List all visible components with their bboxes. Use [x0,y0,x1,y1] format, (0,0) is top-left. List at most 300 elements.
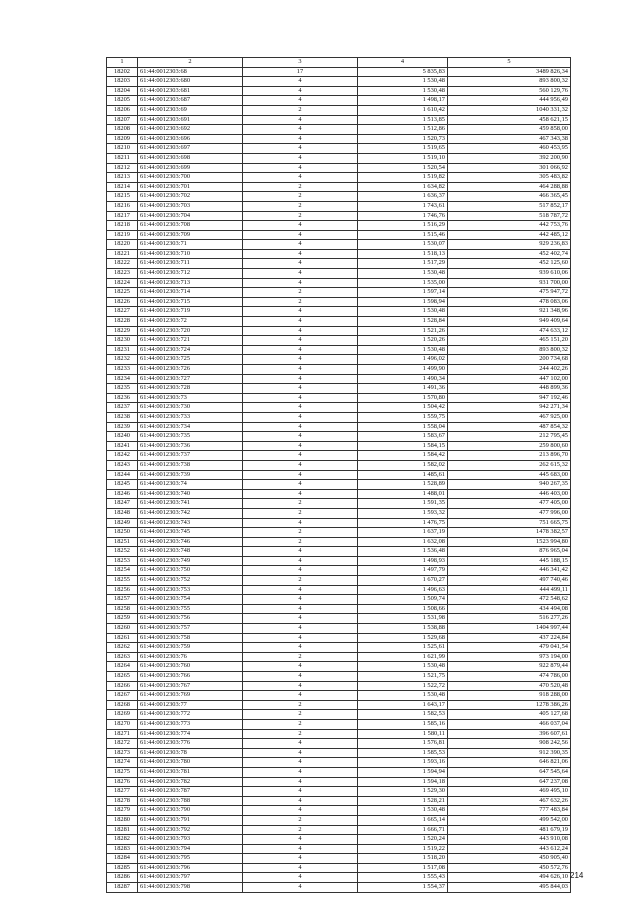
table-cell: 442 485,12 [448,230,571,240]
table-cell: 18276 [107,777,138,787]
table-cell: 18202 [107,67,138,77]
table-cell: 61:44:0012303:790 [138,806,243,816]
table-cell: 495 844,03 [448,883,571,893]
table-cell: 18249 [107,518,138,528]
table-row [107,835,571,845]
table-cell: 475 947,72 [448,288,571,298]
table-cell: 1 498,17 [358,96,448,106]
table-cell: 477 405,00 [448,499,571,509]
table-cell: 61:44:0012303:714 [138,288,243,298]
table-cell: 61:44:0012303:759 [138,643,243,653]
table-cell: 244 402,26 [448,365,571,375]
table-cell: 61:44:0012303:776 [138,739,243,749]
table-cell: 18260 [107,624,138,634]
table-cell: 61:44:0012303:737 [138,451,243,461]
table-cell: 61:44:0012303:74 [138,480,243,490]
table-cell: 1 529,68 [358,633,448,643]
table-cell: 4 [243,355,358,365]
table-cell: 61:44:0012303:687 [138,96,243,106]
table-cell: 18284 [107,854,138,864]
table-cell: 18234 [107,374,138,384]
table-cell: 918 288,00 [448,691,571,701]
table-cell: 2 [243,182,358,192]
table-cell: 262 615,32 [448,460,571,470]
table-cell: 61:44:0012303:728 [138,384,243,394]
table-cell: 912 390,35 [448,748,571,758]
table-cell: 2 [243,211,358,221]
table-cell: 497 740,46 [448,576,571,586]
table-cell: 61:44:0012303:73 [138,393,243,403]
table-cell: 61:44:0012303:704 [138,211,243,221]
table-cell: 61:44:0012303:725 [138,355,243,365]
table-cell: 1 517,29 [358,259,448,269]
table-cell: 1 522,72 [358,681,448,691]
table-cell: 18268 [107,700,138,710]
table-cell: 61:44:0012303:792 [138,825,243,835]
table-cell: 18277 [107,787,138,797]
table-cell: 4 [243,259,358,269]
table-cell: 61:44:0012303:721 [138,336,243,346]
table-cell: 61:44:0012303:756 [138,614,243,624]
table-cell: 392 200,90 [448,153,571,163]
table-cell: 61:44:0012303:742 [138,508,243,518]
table-cell: 18270 [107,719,138,729]
table-row [107,470,571,480]
table-row [107,748,571,758]
table-cell: 1 513,85 [358,115,448,125]
table-cell: 973 194,00 [448,652,571,662]
table-cell: 434 494,08 [448,604,571,614]
table-row [107,518,571,528]
table-cell: 18228 [107,317,138,327]
table-cell: 1 504,42 [358,403,448,413]
table-cell: 443 910,08 [448,835,571,845]
table-cell: 647 237,08 [448,777,571,787]
table-cell: 442 753,76 [448,221,571,231]
table-cell: 4 [243,672,358,682]
cadastral-table [106,57,571,893]
table-cell: 1 558,04 [358,422,448,432]
table-cell: 4 [243,115,358,125]
table-cell: 18206 [107,105,138,115]
table-cell: 61:44:0012303:774 [138,729,243,739]
table-row [107,624,571,634]
table-cell: 647 545,64 [448,767,571,777]
table-body [107,67,571,892]
table-cell: 2 [243,201,358,211]
table-cell: 450 905,40 [448,854,571,864]
table-row [107,317,571,327]
table-cell: 466 365,45 [448,192,571,202]
table-cell: 18248 [107,508,138,518]
table-cell: 459 858,00 [448,125,571,135]
table-cell: 4 [243,326,358,336]
table-cell: 18235 [107,384,138,394]
table-row [107,489,571,499]
table-cell: 467 925,00 [448,412,571,422]
table-cell: 1 666,71 [358,825,448,835]
table-cell: 2 [243,710,358,720]
table-row [107,758,571,768]
table-cell: 1 497,79 [358,566,448,576]
table-row [107,652,571,662]
table-row [107,719,571,729]
table-row [107,345,571,355]
table-cell: 1 621,99 [358,652,448,662]
table-row [107,508,571,518]
table-cell: 61:44:0012303:741 [138,499,243,509]
table-cell: 4 [243,134,358,144]
table-cell: 61:44:0012303:733 [138,412,243,422]
table-cell: 1 528,84 [358,317,448,327]
table-cell: 18263 [107,652,138,662]
table-cell: 259 800,60 [448,441,571,451]
table-cell: 1 520,26 [358,336,448,346]
table-cell: 18251 [107,537,138,547]
table-cell: 18209 [107,134,138,144]
table-cell: 18211 [107,153,138,163]
table-cell: 2 [243,652,358,662]
table-row [107,585,571,595]
table-cell: 477 996,00 [448,508,571,518]
table-cell: 437 224,84 [448,633,571,643]
table-row [107,201,571,211]
table-cell: 2 [243,815,358,825]
table-cell: 18213 [107,173,138,183]
table-row [107,767,571,777]
table-cell: 1 496,63 [358,585,448,595]
table-cell: 2 [243,297,358,307]
table-cell: 200 734,68 [448,355,571,365]
table-cell: 474 633,12 [448,326,571,336]
table-cell: 474 786,00 [448,672,571,682]
table-row [107,163,571,173]
table-cell: 1 585,16 [358,719,448,729]
table-cell: 1 598,94 [358,297,448,307]
table-cell: 1 530,48 [358,662,448,672]
table-cell: 487 854,32 [448,422,571,432]
table-cell: 1 488,01 [358,489,448,499]
table-cell: 4 [243,739,358,749]
table-row [107,710,571,720]
table-cell: 1 554,37 [358,883,448,893]
table-cell: 1 636,37 [358,192,448,202]
table-cell: 61:44:0012303:696 [138,134,243,144]
table-cell: 1 538,88 [358,624,448,634]
table-cell: 61:44:0012303:769 [138,691,243,701]
table-cell: 1 637,19 [358,528,448,538]
table-cell: 61:44:0012303:713 [138,278,243,288]
table-cell: 4 [243,86,358,96]
table-cell: 18281 [107,825,138,835]
table-row [107,633,571,643]
table-cell: 4 [243,883,358,893]
table-row [107,374,571,384]
table-row [107,576,571,586]
table-cell: 61:44:0012303:715 [138,297,243,307]
table-row [107,125,571,135]
table-cell: 61:44:0012303:780 [138,758,243,768]
table-row [107,863,571,873]
table-row [107,297,571,307]
table-cell: 61:44:0012303:793 [138,835,243,845]
table-cell: 893 800,32 [448,77,571,87]
table-cell: 18219 [107,230,138,240]
table-row [107,691,571,701]
table-cell: 61:44:0012303:749 [138,556,243,566]
table-cell: 458 621,15 [448,115,571,125]
table-cell: 61:44:0012303:712 [138,269,243,279]
table-cell: 1 521,26 [358,326,448,336]
table-row [107,796,571,806]
table-cell: 18265 [107,672,138,682]
table-cell: 1 583,67 [358,432,448,442]
table-cell: 1 491,36 [358,384,448,394]
table-cell: 1 530,48 [358,806,448,816]
table-cell: 4 [243,489,358,499]
table-row [107,777,571,787]
table-row [107,806,571,816]
table-cell: 1478 382,57 [448,528,571,538]
table-cell: 1 594,94 [358,767,448,777]
table-cell: 61:44:0012303:681 [138,86,243,96]
table-cell: 61:44:0012303:699 [138,163,243,173]
table-cell: 939 610,06 [448,269,571,279]
table-row [107,787,571,797]
table-cell: 4 [243,681,358,691]
table-row [107,844,571,854]
table-cell: 4 [243,125,358,135]
table-cell: 4 [243,758,358,768]
table-cell: 61:44:0012303:788 [138,796,243,806]
table-cell: 1 585,53 [358,748,448,758]
table-cell: 2 [243,700,358,710]
table-cell: 61:44:0012303:746 [138,537,243,547]
table-row [107,153,571,163]
table-cell: 61:44:0012303:700 [138,173,243,183]
table-row [107,595,571,605]
table-cell: 61:44:0012303:757 [138,624,243,634]
table-row [107,288,571,298]
table-cell: 479 041,54 [448,643,571,653]
table-cell: 1 517,08 [358,863,448,873]
table-cell: 1 576,81 [358,739,448,749]
table-row [107,307,571,317]
table-cell: 445 683,00 [448,470,571,480]
table-cell: 18240 [107,432,138,442]
table-cell: 61:44:0012303:736 [138,441,243,451]
table-cell: 18216 [107,201,138,211]
table-row [107,739,571,749]
table-cell: 4 [243,412,358,422]
column-header: 5 [448,58,571,68]
table-cell: 61:44:0012303:797 [138,873,243,883]
table-row [107,672,571,682]
table-cell: 61:44:0012303:77 [138,700,243,710]
table-cell: 1 594,18 [358,777,448,787]
table-row [107,815,571,825]
table-cell: 751 665,75 [448,518,571,528]
table-row [107,182,571,192]
table-cell: 1404 997,44 [448,624,571,634]
header-row [107,58,571,68]
table-cell: 1 536,48 [358,547,448,557]
table-cell: 1 582,53 [358,710,448,720]
table-cell: 18222 [107,259,138,269]
table-cell: 4 [243,835,358,845]
table-cell: 18258 [107,604,138,614]
table-row [107,365,571,375]
table-cell: 4 [243,345,358,355]
table-cell: 18238 [107,412,138,422]
table-row [107,192,571,202]
table-cell: 499 542,00 [448,815,571,825]
table-cell: 18224 [107,278,138,288]
table-cell: 464 288,88 [448,182,571,192]
table-cell: 1 670,27 [358,576,448,586]
table-cell: 4 [243,691,358,701]
table-cell: 18246 [107,489,138,499]
table-cell: 2 [243,192,358,202]
table-cell: 2 [243,825,358,835]
table-cell: 1 582,02 [358,460,448,470]
table-cell: 301 066,92 [448,163,571,173]
table-cell: 18227 [107,307,138,317]
table-cell: 396 607,61 [448,729,571,739]
table-cell: 4 [243,269,358,279]
table-cell: 3489 826,34 [448,67,571,77]
table-cell: 4 [243,230,358,240]
table-cell: 4 [243,441,358,451]
table-cell: 2 [243,105,358,115]
table-cell: 1 519,22 [358,844,448,854]
table-cell: 1040 331,32 [448,105,571,115]
table-cell: 61:44:0012303:698 [138,153,243,163]
table-cell: 18221 [107,249,138,259]
table-cell: 494 626,10 [448,873,571,883]
table-cell: 18255 [107,576,138,586]
table-cell: 4 [243,432,358,442]
table-cell: 4 [243,403,358,413]
table-cell: 4 [243,480,358,490]
table-cell: 18215 [107,192,138,202]
table-cell: 18233 [107,365,138,375]
table-cell: 1 610,42 [358,105,448,115]
table-cell: 1 530,48 [358,86,448,96]
table-cell: 61:44:0012303:730 [138,403,243,413]
table-cell: 18267 [107,691,138,701]
table-cell: 517 852,17 [448,201,571,211]
table-cell: 18218 [107,221,138,231]
table-cell: 940 267,35 [448,480,571,490]
table-cell: 61:44:0012303:727 [138,374,243,384]
table-cell: 18252 [107,547,138,557]
table-row [107,259,571,269]
table-row [107,96,571,106]
table-cell: 61:44:0012303:766 [138,672,243,682]
table-cell: 4 [243,566,358,576]
table-cell: 61:44:0012303:720 [138,326,243,336]
table-cell: 4 [243,863,358,873]
table-cell: 4 [243,451,358,461]
table-cell: 4 [243,460,358,470]
table-cell: 18237 [107,403,138,413]
table-cell: 4 [243,163,358,173]
table-cell: 18278 [107,796,138,806]
table-cell: 1 525,61 [358,643,448,653]
table-row [107,451,571,461]
table-cell: 61:44:0012303:782 [138,777,243,787]
table-cell: 1 580,11 [358,729,448,739]
table-cell: 4 [243,643,358,653]
table-cell: 4 [243,240,358,250]
table-cell: 1 643,17 [358,700,448,710]
table-cell: 61:44:0012303:743 [138,518,243,528]
table-cell: 1 528,21 [358,796,448,806]
table-cell: 1 531,98 [358,614,448,624]
table-cell: 4 [243,777,358,787]
table-cell: 61:44:0012303:754 [138,595,243,605]
table-cell: 1 530,48 [358,77,448,87]
table-cell: 18236 [107,393,138,403]
table-cell: 61:44:0012303:795 [138,854,243,864]
column-header: 3 [243,58,358,68]
table-cell: 61:44:0012303:748 [138,547,243,557]
table-cell: 18205 [107,96,138,106]
table-cell: 4 [243,336,358,346]
table-cell: 61:44:0012303:735 [138,432,243,442]
table-row [107,441,571,451]
table-cell: 1 490,34 [358,374,448,384]
table-row [107,537,571,547]
table-cell: 18254 [107,566,138,576]
table-cell: 4 [243,796,358,806]
table-row [107,144,571,154]
table-cell: 4 [243,374,358,384]
table-cell: 18274 [107,758,138,768]
table-cell: 61:44:0012303:745 [138,528,243,538]
table-cell: 1 518,20 [358,854,448,864]
table-row [107,403,571,413]
table-cell: 777 483,84 [448,806,571,816]
table-cell: 1 512,86 [358,125,448,135]
table-cell: 18239 [107,422,138,432]
table-row [107,643,571,653]
table-cell: 18279 [107,806,138,816]
table-cell: 478 083,06 [448,297,571,307]
table-row [107,556,571,566]
table-row [107,211,571,221]
table-cell: 61:44:0012303:703 [138,201,243,211]
table-cell: 1 508,66 [358,604,448,614]
table-cell: 61:44:0012303:709 [138,230,243,240]
table-cell: 18287 [107,883,138,893]
table-cell: 646 821,06 [448,758,571,768]
table-cell: 1 591,35 [358,499,448,509]
table-cell: 61:44:0012303:701 [138,182,243,192]
table-cell: 1523 994,80 [448,537,571,547]
table-cell: 61:44:0012303:702 [138,192,243,202]
table-cell: 4 [243,614,358,624]
table-cell: 18247 [107,499,138,509]
table-cell: 452 402,74 [448,249,571,259]
table-row [107,681,571,691]
table-cell: 405 127,68 [448,710,571,720]
table-cell: 481 679,19 [448,825,571,835]
table-cell: 61:44:0012303:726 [138,365,243,375]
table-cell: 1 520,54 [358,163,448,173]
table-cell: 465 151,20 [448,336,571,346]
